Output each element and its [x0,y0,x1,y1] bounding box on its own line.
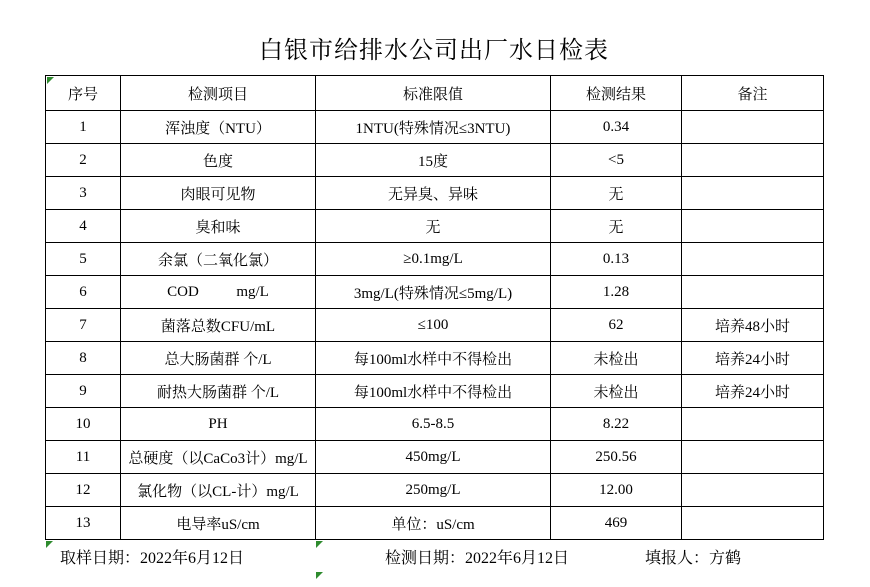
cell-limit: ≥0.1mg/L [316,243,551,276]
cell-remark [682,243,824,276]
cell-result: 469 [551,507,682,540]
testing-date-text: 检测日期：2022年6月12日 [385,550,570,567]
cell-result: 无 [551,177,682,210]
cell-remark [682,507,824,540]
cell-item: COD mg/L [121,276,316,309]
cell-no: 9 [46,375,121,408]
cell-error-indicator-icon [316,541,323,548]
cell-result: 62 [551,309,682,342]
table-row [46,177,824,210]
column-header-remark: 备注 [682,76,824,111]
table-row [46,408,824,441]
cell-no: 2 [46,144,121,177]
cell-remark [682,144,824,177]
table-row [46,507,824,540]
table-row [46,309,824,342]
table-row [46,342,824,375]
cell-error-indicator-icon [46,541,53,548]
cell-error-indicator-icon [316,572,323,579]
cell-result: 8.22 [551,408,682,441]
table-row [46,276,824,309]
cell-limit: ≤100 [316,309,551,342]
cell-remark [682,210,824,243]
column-header-no: 序号 [46,76,121,111]
cell-item: 肉眼可见物 [121,177,316,210]
cell-error-indicator-icon [47,77,54,84]
cell-item: 电导率uS/cm [121,507,316,540]
cell-item: 菌落总数CFU/mL [121,309,316,342]
cell-no: 6 [46,276,121,309]
cell-result: 250.56 [551,441,682,474]
cell-item: 浑浊度（NTU） [121,111,316,144]
cell-item: 氯化物（以CL-计）mg/L [121,474,316,507]
cell-item: 耐热大肠菌群 个/L [121,375,316,408]
cell-no: 5 [46,243,121,276]
cell-remark: 培养24小时 [682,342,824,375]
cell-result: 未检出 [551,342,682,375]
cell-no: 11 [46,441,121,474]
cell-item: 总大肠菌群 个/L [121,342,316,375]
cell-limit: 每100ml水样中不得检出 [316,342,551,375]
cell-remark [682,276,824,309]
table-row [46,243,824,276]
cell-item: 色度 [121,144,316,177]
cell-limit: 每100ml水样中不得检出 [316,375,551,408]
cell-limit: 250mg/L [316,474,551,507]
cell-limit: 15度 [316,144,551,177]
cell-limit: 无 [316,210,551,243]
cell-no: 13 [46,507,121,540]
reporter-text: 填报人：方鹤 [645,550,742,567]
table-row [46,210,824,243]
cell-limit: 单位：uS/cm [316,507,551,540]
cell-result: <5 [551,144,682,177]
cell-no: 3 [46,177,121,210]
cell-no: 7 [46,309,121,342]
column-header-result: 检测结果 [551,76,682,111]
cell-result: 1.28 [551,276,682,309]
cell-no: 8 [46,342,121,375]
cell-remark [682,111,824,144]
cell-limit: 6.5-8.5 [316,408,551,441]
cell-remark [682,441,824,474]
table-row [46,375,824,408]
cell-remark [682,177,824,210]
column-header-limit: 标准限值 [316,76,551,111]
cell-limit: 450mg/L [316,441,551,474]
cell-item: 总硬度（以CaCo3计）mg/L [121,441,316,474]
table-row [46,441,824,474]
cell-remark [682,408,824,441]
cell-result: 12.00 [551,474,682,507]
page-title: 白银市给排水公司出厂水日检表 [259,38,609,64]
cell-limit: 3mg/L(特殊情况≤5mg/L) [316,276,551,309]
daily-check-table [45,75,824,540]
cell-item: 余氯（二氧化氯） [121,243,316,276]
column-header-item: 检测项目 [121,76,316,111]
table-row [46,144,824,177]
cell-remark: 培养24小时 [682,375,824,408]
cell-item: 臭和味 [121,210,316,243]
cell-limit: 无异臭、异味 [316,177,551,210]
cell-no: 1 [46,111,121,144]
sampling-date-text: 取样日期：2022年6月12日 [60,550,245,567]
cell-remark [682,474,824,507]
cell-result: 0.13 [551,243,682,276]
cell-result: 0.34 [551,111,682,144]
cell-result: 无 [551,210,682,243]
cell-result: 未检出 [551,375,682,408]
cell-item: PH [121,408,316,441]
cell-limit: 1NTU(特殊情况≤3NTU) [316,111,551,144]
table-header-row [46,76,824,111]
table-row [46,111,824,144]
cell-no: 12 [46,474,121,507]
cell-remark: 培养48小时 [682,309,824,342]
table-row [46,474,824,507]
cell-no: 10 [46,408,121,441]
cell-no: 4 [46,210,121,243]
